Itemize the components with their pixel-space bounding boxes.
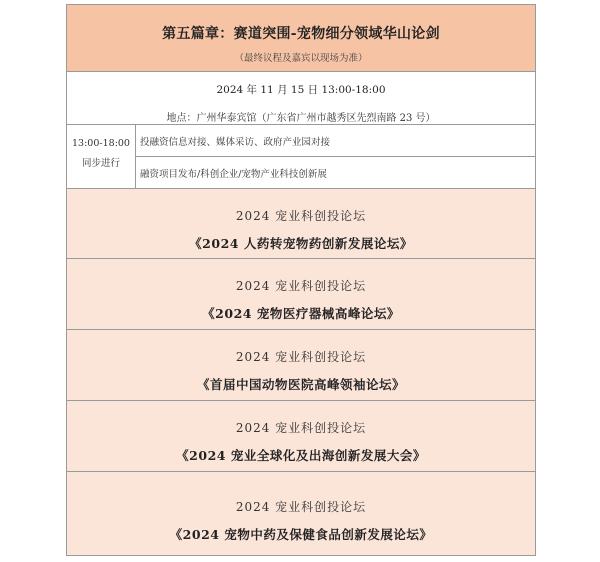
section-header: [67, 5, 535, 72]
forum-block: [67, 189, 535, 259]
forum-name: 《2024 宠业全球化及出海创新发展大会》: [176, 448, 426, 463]
forum-name: 《2024 宠物医疗器械高峰论坛》: [202, 306, 400, 321]
forum-block: [67, 259, 535, 330]
event-info: [67, 72, 535, 125]
forum-block: [67, 401, 535, 472]
sync-time-cell: [67, 125, 136, 188]
sync-session: [67, 125, 535, 189]
event-date: 2024 年 11 月 15 日 13:00-18:00: [216, 84, 386, 96]
forum-name: 《2024 人药转宠物药创新发展论坛》: [189, 236, 413, 251]
sync-status: 同步进行: [81, 158, 120, 169]
event-venue: 地点：广州华泰宾馆（广东省广州市越秀区先烈南路 23 号）: [166, 113, 436, 124]
sync-activity-row: 投融资信息对接、媒体采访、政府产业园对接: [140, 136, 331, 148]
section-note: （最终议程及嘉宾以现场为准）: [234, 53, 368, 64]
forum-category: 2024 宠业科创投论坛: [235, 350, 367, 364]
sync-activity-row: 融资项目发布/科创企业/宠物产业科技创新展: [136, 156, 535, 188]
forum-block: [67, 472, 535, 555]
forum-category: 2024 宠业科创投论坛: [235, 209, 367, 223]
forum-name: 《2024 宠物中药及保健食品创新发展论坛》: [169, 527, 433, 542]
forum-category: 2024 宠业科创投论坛: [235, 421, 367, 435]
sync-activities: [136, 125, 535, 188]
forum-category: 2024 宠业科创投论坛: [235, 279, 367, 293]
forum-name: 《首届中国动物医院高峰领袖论坛》: [196, 377, 405, 392]
section-title: 第五篇章：赛道突围-宠物细分领域华山论剑: [162, 26, 440, 42]
forum-block: [67, 330, 535, 401]
sync-time: 13:00-18:00: [72, 138, 130, 149]
forum-category: 2024 宠业科创投论坛: [235, 500, 367, 514]
agenda-table: [66, 4, 536, 556]
